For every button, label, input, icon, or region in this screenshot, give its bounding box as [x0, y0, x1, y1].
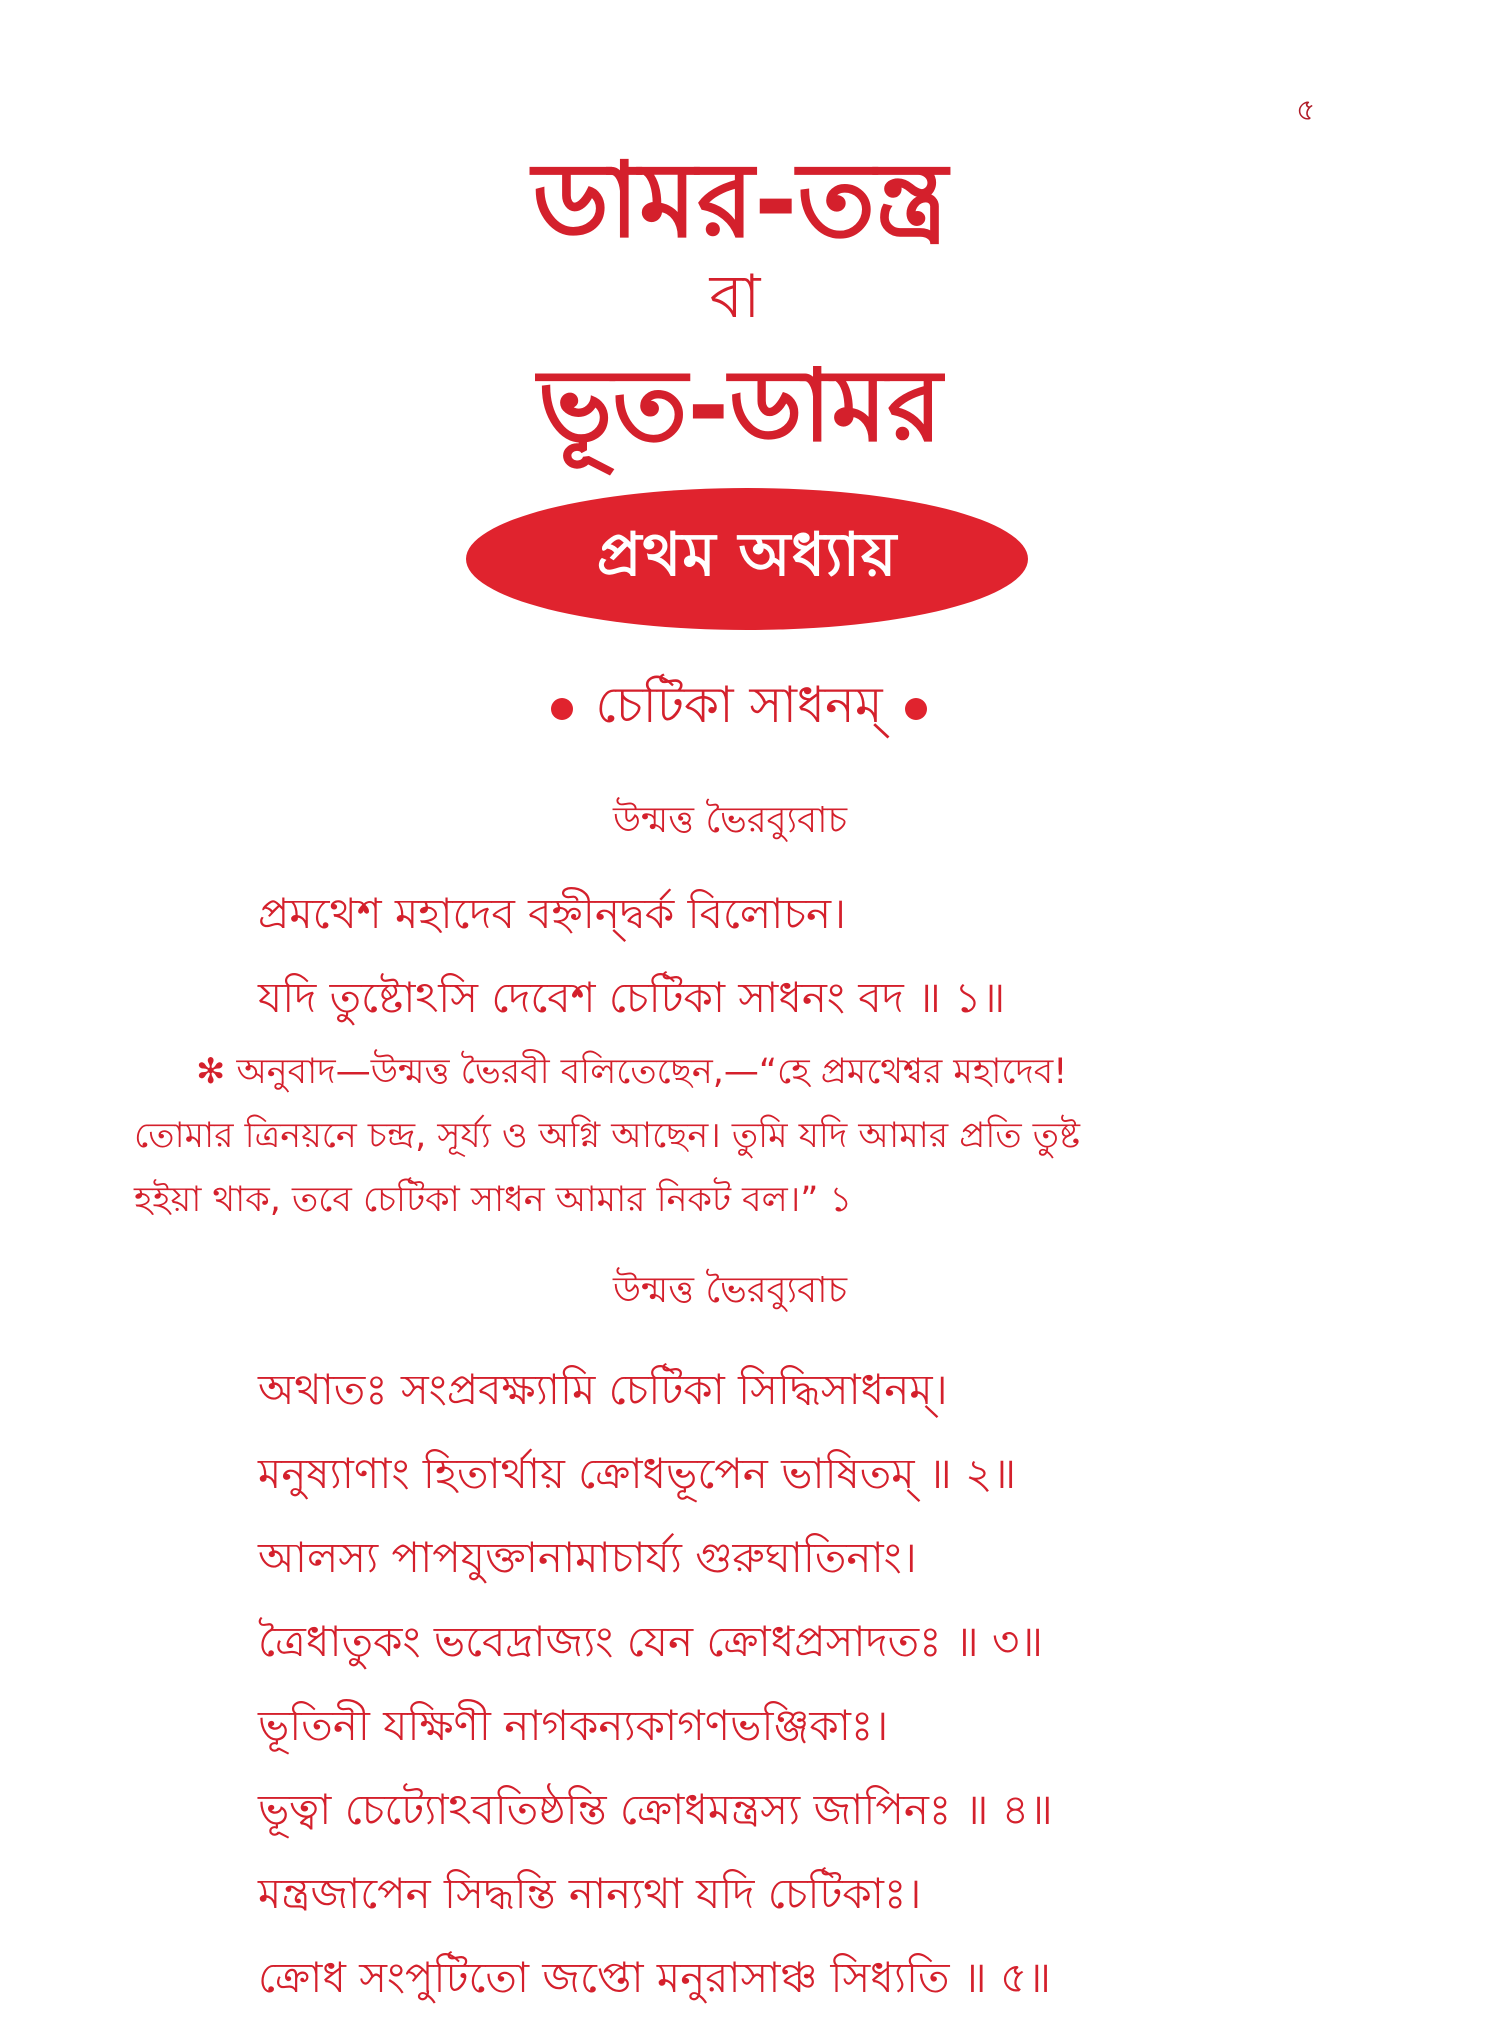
speaker-heading: উন্মত্ত ভৈরব্যুবাচ — [612, 800, 848, 841]
verse-line: ভূত্বা চেট্যোঽবতিষ্ঠন্তি ক্রোধমন্ত্রস্য জাপিনঃ ॥ ৪॥ — [258, 1785, 1053, 1834]
translation-line: তোমার ত্রিনয়নে চন্দ্র, সূর্য্য ও অগ্নি আছেন। তুমি যদি আমার প্রতি তুষ্ট — [134, 1116, 1080, 1156]
translation-line — [134, 1040, 1364, 1104]
verse-line: ক্রোধ সংপুটিতো জপ্তো মনুরাসাঞ্চ সিধ্যতি ॥ ৫॥ — [258, 1953, 1052, 2002]
title-block — [0, 140, 1500, 466]
book-subtitle: ভূত-ডামর — [537, 347, 943, 464]
section-heading — [0, 670, 1500, 740]
verse-line: আলস্য পাপযুক্তানামাচার্য্য গুরুঘাতিনাং। — [258, 1533, 917, 1582]
verse-line: ত্রৈধাতুকং ভবেদ্রাজ্যং যেন ক্রোধপ্রসাদতঃ ॥ ৩॥ — [258, 1617, 1044, 1666]
verse-line: মনুষ্যাণাং হিতার্থায় ক্রোধভূপেন ভাষিতম্ ॥ ২॥ — [258, 1449, 1017, 1498]
asterisk-icon: ✻ — [196, 1052, 226, 1092]
book-title: ডামর-তন্ত্র — [532, 139, 948, 261]
verse-line: ভূতিনী যক্ষিণী নাগকন্যকাগণভঞ্জিকাঃ। — [258, 1701, 889, 1750]
verse-line: মন্ত্রজাপেন সিদ্ধন্তি নান্যথা যদি চেটিকাঃ। — [258, 1869, 922, 1918]
verse-line: প্রমথেশ মহাদেব বহ্নীন্দ্বর্ক বিলোচন। — [258, 889, 847, 938]
chapter-badge — [466, 488, 1028, 630]
verse-group — [258, 872, 1258, 1040]
bullet-dot-icon — [905, 698, 927, 720]
verse-line: যদি তুষ্টোঽসি দেবেশ চেটিকা সাধনং বদ ॥ ১॥ — [258, 973, 1006, 1022]
speaker-heading: উন্মত্ত ভৈরব্যুবাচ — [612, 1270, 848, 1311]
bullet-dot-icon — [551, 698, 573, 720]
translation-text: অনুবাদ—উন্মত্ত ভৈরবী বলিতেছেন,—“হে প্রমথেশ্বর মহাদেব! — [236, 1052, 1068, 1092]
section-title: চেটিকা সাধনম্ — [595, 676, 883, 734]
translation-paragraph — [134, 1040, 1364, 1232]
chapter-label: প্রথম অধ্যায় — [596, 520, 898, 590]
verse-line: অথাতঃ সংপ্রবক্ষ্যামি চেটিকা সিদ্ধিসাধনম্। — [258, 1365, 948, 1414]
title-connector: বা — [709, 262, 761, 332]
page-number: ৫ — [1296, 93, 1316, 128]
verse-group — [258, 1348, 1258, 2020]
translation-line: হইয়া থাক, তবে চেটিকা সাধন আমার নিকট বল।” ১ — [134, 1180, 853, 1220]
